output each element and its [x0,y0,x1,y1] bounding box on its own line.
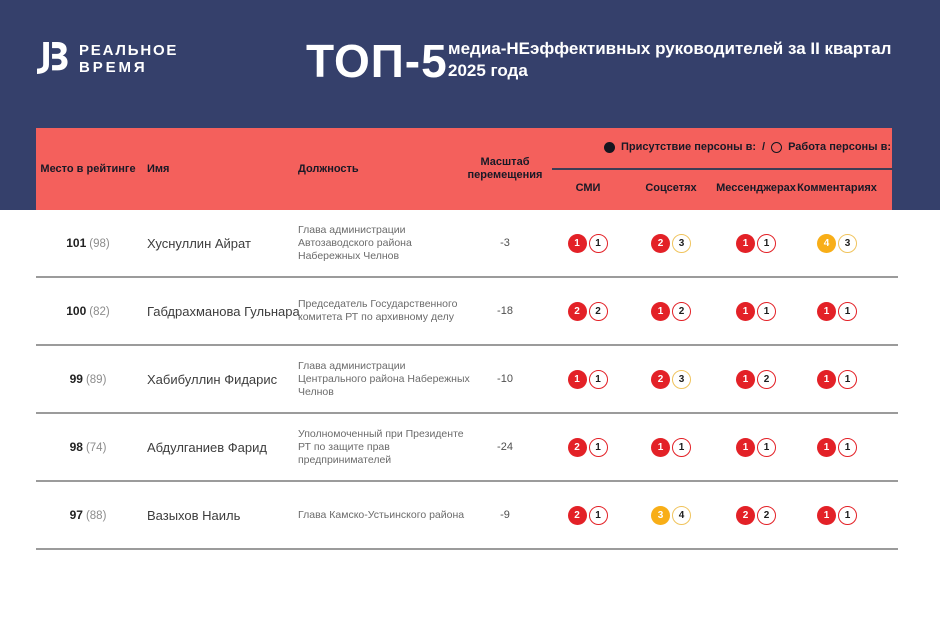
badge-pair-comments [810,234,864,253]
presence-badge: 2 [568,506,587,525]
legend-work-label: Работа персоны в: [788,141,892,153]
column-header-position: Должность [298,163,359,175]
table-row [36,346,898,414]
person-name: Хабибуллин Фидарис [147,371,278,387]
column-header-messengers: Мессенджерах [716,182,796,194]
rank-previous: (89) [85,374,107,386]
presence-badge: 1 [651,302,670,321]
rank-previous: (82) [89,306,110,318]
work-badge: 3 [672,370,691,389]
work-badge: 1 [589,370,608,389]
work-badge: 4 [672,506,691,525]
presence-badge: 1 [568,370,587,389]
subtitle-line1: медиа-НЕэффективных руководителей за II квартал [448,39,892,58]
work-badge: 2 [757,506,776,525]
person-position: Глава Камско-Устьинского района [298,508,465,521]
legend-divider [552,168,893,170]
person-name: Абдулганиев Фарид [147,439,267,455]
badge-pair-comments [810,302,864,321]
presence-badge: 1 [736,438,755,457]
work-badge: 1 [589,438,608,457]
badge-pair-social [640,506,702,525]
rank-current: 97 [69,508,83,522]
work-badge: 3 [672,234,691,253]
table-header [36,128,892,210]
legend-separator: / [762,141,766,153]
work-badge: 1 [838,506,857,525]
badge-pair-social [640,370,702,389]
presence-badge: 2 [651,370,670,389]
work-outline-circle-icon [771,142,782,153]
rank-current: 101 [66,236,87,250]
rank-cell [36,236,140,250]
top5-title: ТОП-5 [306,35,448,87]
work-badge: 2 [757,370,776,389]
table-row [36,482,898,550]
work-badge: 1 [757,234,776,253]
work-badge: 2 [589,302,608,321]
table-row [36,414,898,482]
presence-badge: 2 [736,506,755,525]
person-position: Председатель Государственного комитета РТ по архивному делу [298,298,458,323]
brand-name [79,41,178,76]
legend-presence-label: Присутствие персоны в: [621,141,757,153]
badge-pair-messengers [702,302,810,321]
work-badge: 1 [672,438,691,457]
movement-scale: -3 [500,237,510,249]
work-badge: 1 [757,438,776,457]
table-row [36,210,898,278]
badge-pair-media [535,438,640,457]
badge-pair-social [640,302,702,321]
presence-badge: 2 [568,302,587,321]
presence-badge: 1 [817,302,836,321]
brand-name-line1: РЕАЛЬНОЕ [79,42,179,59]
presence-badge: 1 [651,438,670,457]
column-header-rank: Место в рейтинге [40,162,136,175]
column-header-comments: Комментариях [797,182,877,194]
presence-badge: 1 [736,370,755,389]
badge-pair-social [640,438,702,457]
badge-pair-comments [810,438,864,457]
badge-pair-media [535,370,640,389]
movement-scale: -10 [497,373,513,385]
rank-current: 98 [69,440,83,454]
presence-badge: 2 [651,234,670,253]
work-badge: 1 [757,302,776,321]
person-position: Глава администрации Центрального района Набережных Челнов [298,359,470,398]
rank-current: 99 [69,372,83,386]
rank-previous: (74) [85,442,107,454]
subtitle [448,38,891,82]
rank-cell [36,304,140,318]
work-badge: 1 [838,302,857,321]
work-badge: 1 [838,370,857,389]
work-badge: 1 [589,234,608,253]
badge-pair-comments [810,370,864,389]
presence-badge: 1 [736,302,755,321]
person-name: Хуснуллин Айрат [147,235,251,251]
brand-name-line2: ВРЕМЯ [79,59,148,76]
realnoe-vremya-logo-icon [37,41,68,75]
presence-badge: 2 [568,438,587,457]
badge-pair-social [640,234,702,253]
presence-filled-circle-icon [604,142,615,153]
movement-scale: -9 [500,509,510,521]
presence-badge: 1 [568,234,587,253]
rank-cell [36,508,140,522]
person-name: Габдрахманова Гульнара [147,303,300,319]
work-badge: 3 [838,234,857,253]
table-row [36,278,898,346]
rank-previous: (98) [89,238,110,250]
rank-current: 100 [66,304,87,318]
column-header-name: Имя [147,163,170,175]
column-header-social: Соцсетях [645,182,697,194]
subtitle-line2: 2025 года [448,61,528,80]
brand-logo [37,41,178,76]
work-badge: 1 [589,506,608,525]
table-body [36,210,898,550]
rank-cell [36,440,140,454]
column-header-scale: Масштаб перемещения [467,156,543,181]
person-position: Глава администрации Автозаводского района Набережных Челнов [298,223,412,262]
badge-pair-messengers [702,506,810,525]
badge-pair-media [535,234,640,253]
presence-badge: 1 [817,506,836,525]
badge-pair-messengers [702,234,810,253]
badge-pair-media [535,506,640,525]
badge-pair-messengers [702,370,810,389]
badge-pair-media [535,302,640,321]
person-name: Вазыхов Наиль [147,507,241,523]
movement-scale: -24 [497,441,513,453]
person-position: Уполномоченный при Президенте РТ по защите прав предпринимателей [298,427,464,466]
badge-pair-messengers [702,438,810,457]
rank-previous: (88) [85,510,107,522]
presence-badge: 1 [817,370,836,389]
legend [604,141,891,153]
presence-badge: 4 [817,234,836,253]
movement-scale: -18 [497,305,513,317]
badge-pair-comments [810,506,864,525]
column-header-media: СМИ [575,182,601,194]
rank-cell [36,372,140,386]
presence-badge: 1 [736,234,755,253]
presence-badge: 1 [817,438,836,457]
work-badge: 1 [838,438,857,457]
presence-badge: 3 [651,506,670,525]
work-badge: 2 [672,302,691,321]
